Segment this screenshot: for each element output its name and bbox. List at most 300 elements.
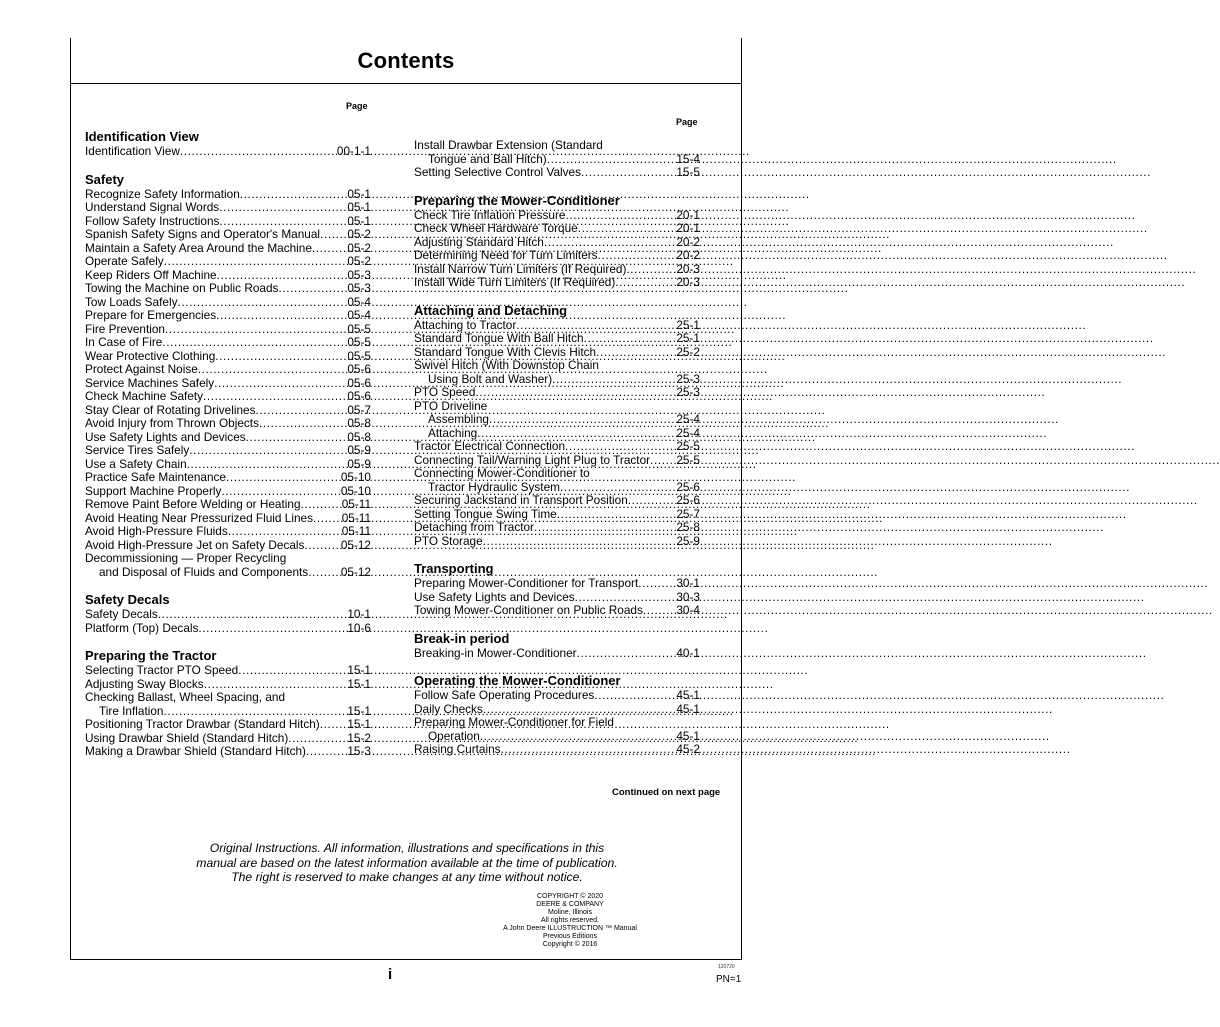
toc-entry[interactable] [414,222,700,236]
toc-entry-title: Keep Riders Off Machine [85,267,217,282]
page-title: Contents [357,48,455,73]
toc-entry-page: 25-3 [676,371,700,386]
toc-entry[interactable] [414,427,700,441]
toc-entry[interactable] [414,263,700,277]
toc-entry[interactable] [85,566,371,580]
dot-leader [301,498,342,512]
toc-entry-title: Understand Signal Words [85,200,220,214]
toc-entry-page: 25-1 [676,331,700,345]
dot-leader [480,730,677,744]
toc-entry-page: 20-2 [676,234,700,249]
page-column-header-right: Page [676,117,698,127]
toc-entry-page: 15-5 [676,165,700,179]
toc-entry[interactable] [85,201,371,215]
dot-leader [596,346,676,360]
toc-entry[interactable] [414,481,700,495]
toc-entry[interactable] [85,622,371,636]
dot-leader [312,242,347,256]
toc-entry-title: Support Machine Properly [85,483,222,498]
dot-leader [259,417,347,431]
dot-leader [516,319,676,333]
dot-leader [215,350,347,364]
toc-entry-title: In Case of Fire [85,335,163,349]
toc-entry[interactable] [414,440,700,454]
toc-entry-page: 05-4 [347,308,371,322]
dot-leader [320,718,348,732]
toc-entry[interactable] [85,309,371,323]
toc-entry-title: Use a Safety Chain [85,456,187,471]
dot-leader [278,282,347,296]
toc-entry-title: Remove Paint Before Welding or Heating [85,497,301,511]
toc-entry-title: Breaking-in Mower-Conditioner [414,645,577,660]
toc-section [85,648,371,759]
dot-leader [216,309,347,323]
toc-entry-page: 25-7 [676,506,700,521]
toc-entry-page: 15-1 [347,703,371,718]
toc-entry[interactable] [85,350,371,364]
toc-section-heading: Operating the Mower-Conditioner [414,673,621,688]
toc-entry-title: Fire Prevention [85,321,165,336]
toc-entry-page: 00-1-1 [336,144,371,158]
toc-entry-title: Using Drawbar Shield (Standard Hitch) [85,730,289,745]
toc-entry[interactable] [414,454,700,468]
dot-leader [226,471,341,485]
toc-entry-page: 25-5 [676,452,700,467]
toc-entry[interactable] [414,373,700,387]
dot-leader [489,413,676,427]
toc-entry-title: Avoid High-Pressure Jet on Safety Decals [85,537,305,552]
toc-entry-title: Follow Safety Instructions [85,213,220,228]
toc-section [85,172,371,580]
toc-entry-page: 15-1 [347,663,371,677]
dot-leader [204,678,348,692]
dot-leader [203,390,347,404]
dot-leader [477,427,676,441]
toc-entry[interactable] [85,525,371,539]
dot-leader [650,454,676,468]
dot-leader [565,440,676,454]
toc-entry-page: 25-4 [676,412,700,426]
toc-section-heading: Preparing the Mower-Conditioner [414,192,620,208]
toc-entry-page: 25-9 [676,533,700,548]
dot-leader [483,535,677,549]
toc-entry-title: Platform (Top) Decals [85,620,199,635]
toc-entry[interactable] [85,269,371,283]
toc-entry[interactable] [85,188,371,202]
dot-leader [565,209,676,223]
toc-entry-title: Install Wide Turn Limiters (If Required) [414,275,616,289]
toc-entry-page: 05-5 [347,348,371,363]
toc-entry-page: 20-3 [676,275,700,289]
toc-section [414,303,700,549]
toc-entry-title: Attaching to Tractor [414,317,517,332]
dot-leader [162,336,347,350]
toc-entry-page: 05-8 [347,416,371,430]
dot-leader [255,404,347,418]
toc-entry-title: Service Tires Safely [85,443,190,457]
title-rule [70,83,742,84]
dot-leader [575,591,677,605]
dot-leader [628,494,677,508]
toc-entry-page: 30-1 [676,576,700,590]
dot-leader [219,201,347,215]
toc-entry-first-line: Decommissioning — Proper Recycling [85,551,287,565]
toc-entry[interactable] [85,336,371,350]
dot-leader [598,249,677,263]
toc-entry[interactable] [414,413,700,427]
toc-entry-page: 15-4 [676,151,700,166]
toc-entry[interactable] [85,145,371,159]
toc-entry-title: Detaching from Tractor [414,520,534,534]
toc-entry[interactable] [414,591,700,605]
toc-entry-title: Using Bolt and Washer) [428,371,553,386]
toc-section [85,592,371,635]
toc-entry-page: 05-1 [347,213,371,228]
toc-entry-page: 05-12 [340,564,371,579]
toc-entry-title: Recognize Safety Information [85,186,240,201]
toc-entry-title: Attaching [428,425,478,440]
toc-entry-title: PTO Speed [414,385,476,399]
toc-entry-title: Determining Need for Turn Limiters [414,248,598,262]
toc-section-heading: Safety Decals [85,592,170,607]
toc-entry-title: and Disposal of Fluids and Components [99,564,309,579]
toc-entry[interactable] [414,276,700,290]
toc-entry-page: 45-1 [676,701,700,716]
toc-entry-title: Spanish Safety Signs and Operator's Manual [85,227,321,241]
page-folio: i [388,966,393,983]
toc-entry-page: 20-2 [676,248,700,262]
toc-entry[interactable] [85,296,371,310]
dot-leader [581,166,676,180]
toc-section-heading: Transporting [414,561,494,576]
toc-entry-page: 15-1 [347,676,371,691]
toc-entry[interactable] [85,417,371,431]
toc-entry-page: 05-10 [340,470,371,484]
toc-entry[interactable] [414,535,700,549]
toc-entry-page: 05-9 [347,443,371,457]
toc-entry[interactable] [414,332,700,346]
copyright-block [470,893,670,949]
dot-leader [320,228,347,242]
toc-entry-title: Avoid Injury from Thrown Objects [85,416,259,430]
dot-leader [547,153,677,167]
toc-entry-title: Towing Mower-Conditioner on Public Roads [414,603,643,617]
toc-entry[interactable] [85,242,371,256]
toc-entry[interactable] [85,404,371,418]
toc-entry-title: Adjusting Sway Blocks [85,676,204,691]
toc-entry-page: 20-3 [676,261,700,276]
toc-entry-title: Setting Tongue Swing Time [414,506,557,521]
toc-entry[interactable] [85,718,371,732]
toc-entry-title: Check Wheel Hardware Torque [414,221,578,235]
copyright-line: DEERE & COMPANY [536,901,604,908]
toc-entry[interactable] [85,539,371,553]
dot-leader [240,188,348,202]
toc-entry-page: 05-5 [347,321,371,336]
toc-entry-page: 05-5 [347,335,371,349]
dot-leader [217,269,348,283]
dot-leader [308,566,341,580]
dot-leader [638,577,676,591]
toc-entry-title: Avoid Heating Near Pressurized Fluid Lines [85,510,313,525]
dot-leader [158,608,348,622]
page-column-header-left: Page [346,101,368,111]
toc-entry-title: Setting Selective Control Valves [414,165,581,179]
toc-entry[interactable] [414,521,700,535]
toc-entry-page: 15-1 [347,717,371,731]
toc-left-column [85,129,371,772]
toc-entry-title: Avoid High-Pressure Fluids [85,524,228,538]
dot-leader [584,332,677,346]
toc-entry-page: 05-6 [347,375,371,390]
dot-leader [187,458,348,472]
toc-entry-title: Protect Against Noise [85,362,198,376]
toc-entry-page: 30-3 [676,589,700,604]
toc-entry[interactable] [85,255,371,269]
toc-entry-title: Connecting Tail/Warning Light Plug to Tractor [414,452,651,467]
dot-leader [164,255,348,269]
toc-entry-page: 05-11 [341,510,371,525]
dot-leader [165,323,347,337]
toc-entry-title: Practice Safe Maintenance [85,470,226,484]
toc-entry-page: 25-6 [676,493,700,507]
toc-entry-title: Daily Checks [414,701,483,716]
toc-entry[interactable] [414,689,700,703]
toc-entry[interactable] [85,282,371,296]
toc-entry[interactable] [414,166,700,180]
toc-entry-title: Preparing Mower-Conditioner for Transport [414,576,639,590]
toc-entry-first-line: Checking Ballast, Wheel Spacing, and [85,690,286,704]
dot-leader [544,236,677,250]
toc-entry-title: Standard Tongue With Clevis Hitch [414,344,597,359]
toc-entry-page: 05-11 [341,524,371,538]
toc-entry-page: 25-5 [676,439,700,453]
toc-entry[interactable] [414,209,700,223]
toc-entry-page: 05-8 [347,429,371,444]
toc-entry[interactable] [414,153,700,167]
toc-entry[interactable] [85,705,371,719]
toc-entry-title: Tire Inflation [99,703,164,718]
dot-leader [177,296,347,310]
toc-entry-title: Adjusting Standard Hitch [414,234,544,249]
toc-entry-page: 05-4 [347,294,371,309]
dot-leader [219,215,347,229]
toc-entry-page: 05-6 [347,362,371,376]
toc-section [85,129,371,159]
toc-entry-title: Wear Protective Clothing [85,348,216,363]
toc-entry[interactable] [85,745,371,759]
dot-leader [214,377,347,391]
toc-entry-page: 05-12 [340,537,371,552]
toc-entry-page: 10-6 [347,620,371,635]
toc-entry-title: Use Safety Lights and Devices [85,429,246,444]
dot-leader [313,512,342,526]
toc-entry[interactable] [85,732,371,746]
toc-entry[interactable] [85,664,371,678]
page-number-code: PN=1 [716,974,742,985]
toc-entry-first-line: Install Drawbar Extension (Standard [414,138,603,152]
dot-leader [180,145,337,159]
toc-entry-title: Safety Decals [85,607,158,621]
dot-leader [615,276,676,290]
toc-entry[interactable] [85,471,371,485]
dot-leader [501,743,677,757]
dot-leader [288,732,347,746]
toc-entry-page: 20-1 [676,207,700,222]
toc-section [414,139,700,180]
dot-leader [198,622,347,636]
toc-entry-title: Tractor Electrical Connection [414,439,566,453]
dot-leader [626,263,676,277]
toc-entry[interactable] [85,377,371,391]
toc-entry-page: 05-11 [341,497,371,511]
toc-section [414,631,700,661]
dot-leader [578,222,677,236]
toc-entry-first-line: Preparing Mower-Conditioner for Field [414,715,614,729]
toc-entry-page: 25-8 [676,520,700,534]
dot-leader [238,664,347,678]
toc-entry[interactable] [414,386,700,400]
toc-entry-title: Assembling [428,412,489,426]
note-line: manual are based on the latest information available at the time of publication. [196,855,618,870]
toc-entry[interactable] [85,431,371,445]
toc-entry[interactable] [85,215,371,229]
toc-entry-title: Positioning Tractor Drawbar (Standard Hitch) [85,717,320,731]
dot-leader [304,539,340,553]
toc-entry-page: 05-1 [347,200,371,214]
toc-entry-title: Standard Tongue With Ball Hitch [414,331,584,345]
dot-leader [552,373,676,387]
toc-entry[interactable] [414,319,700,333]
toc-entry[interactable] [414,249,700,263]
toc-entry-title: Use Safety Lights and Devices [414,589,575,604]
dot-leader [306,745,347,759]
toc-entry-title: Stay Clear of Rotating Drivelines [85,402,256,417]
dot-leader [577,647,677,661]
toc-entry[interactable] [414,743,700,757]
dot-leader [189,444,347,458]
dot-leader [594,689,676,703]
original-instructions-note [160,841,654,885]
toc-entry-page: 15-2 [347,730,371,745]
toc-entry-page: 25-3 [676,385,700,399]
copyright-line: COPYRIGHT © 2020 [536,893,604,900]
toc-section [414,673,700,757]
toc-entry-page: 25-6 [676,479,700,494]
toc-entry-title: Service Machines Safely [85,375,215,390]
copyright-line: Moline, Illinois [548,909,592,916]
toc-entry-page: 15-3 [347,744,371,758]
toc-section [414,193,700,290]
toc-entry[interactable] [85,485,371,499]
toc-section-heading: Preparing the Tractor [85,648,217,663]
toc-entry-title: Tongue and Ball Hitch) [428,151,547,166]
toc-entry-page: 05-1 [347,186,371,201]
toc-entry[interactable] [85,363,371,377]
toc-entry[interactable] [414,647,700,661]
toc-entry[interactable] [414,508,700,522]
toc-entry[interactable] [414,730,700,744]
dot-leader [483,703,677,717]
toc-entry-page: 05-3 [347,281,371,295]
toc-entry-page: 05-2 [347,240,371,255]
toc-entry[interactable] [414,346,700,360]
toc-entry[interactable] [85,458,371,472]
toc-entry[interactable] [85,444,371,458]
toc-entry-title: Selecting Tractor PTO Speed [85,663,239,677]
note-line: The right is reserved to make changes at any time without notice. [231,870,583,884]
toc-entry[interactable] [85,678,371,692]
toc-entry-page: 25-2 [676,344,700,359]
toc-entry-title: Operate Safely [85,254,164,268]
toc-entry-page: 40-1 [676,645,700,660]
toc-entry-page: 20-1 [676,221,700,235]
toc-section-heading: Break-in period [414,630,510,646]
toc-entry-page: 05-2 [347,227,371,241]
toc-entry-page: 10-1 [347,607,371,621]
toc-section-heading: Safety [85,171,125,187]
copyright-line: A John Deere ILLUSTRUCTION ™ Manual [503,925,637,932]
toc-right-column [414,139,700,770]
toc-entry-page: 05-7 [347,402,371,417]
toc-entry[interactable] [414,494,700,508]
toc-entry[interactable] [85,608,371,622]
toc-entry[interactable] [414,577,700,591]
toc-entry-page: 05-6 [347,389,371,403]
toc-entry[interactable] [85,512,371,526]
dot-leader [163,705,347,719]
toc-entry[interactable] [85,228,371,242]
dot-leader [560,481,676,495]
toc-entry-page: 45-1 [676,728,700,743]
dot-leader [643,604,677,618]
dot-leader [246,431,348,445]
toc-entry-title: Maintain a Safety Area Around the Machine [85,240,312,255]
toc-entry-title: Making a Drawbar Shield (Standard Hitch) [85,744,306,758]
dot-leader [221,485,340,499]
toc-entry[interactable] [414,236,700,250]
toc-entry-page: 25-1 [676,317,700,332]
toc-entry[interactable] [414,703,700,717]
toc-entry-title: PTO Storage [414,533,483,548]
toc-entry-page: 25-4 [676,425,700,440]
toc-entry-page: 05-3 [347,267,371,282]
toc-section [414,561,700,618]
toc-entry[interactable] [85,498,371,512]
toc-section-heading: Attaching and Detaching [414,302,568,318]
toc-entry-title: Install Narrow Turn Limiters (If Required) [414,261,627,276]
toc-entry[interactable] [85,390,371,404]
toc-entry-title: Check Tire Inflation Pressure [414,207,566,222]
toc-entry-page: 45-1 [676,688,700,702]
toc-entry-title: Follow Safe Operating Procedures [414,688,595,702]
toc-entry-title: Check Machine Safety [85,389,204,403]
continued-note: Continued on next page [612,787,721,798]
toc-entry-first-line: PTO Driveline [414,398,488,413]
toc-entry-title: Raising Curtains [414,742,501,756]
dot-leader [557,508,677,522]
toc-entry-title: Identification View [85,144,180,158]
document-code: 120720 [718,964,735,970]
toc-entry-title: Operation [428,728,480,743]
toc-entry-title: Towing the Machine on Public Roads [85,281,279,295]
dot-leader [534,521,676,535]
toc-entry[interactable] [414,604,700,618]
toc-entry[interactable] [85,323,371,337]
toc-entry-page: 05-2 [347,254,371,268]
toc-entry-first-line: Connecting Mower-Conditioner to [414,466,590,480]
copyright-line: Previous Editions [542,933,598,940]
